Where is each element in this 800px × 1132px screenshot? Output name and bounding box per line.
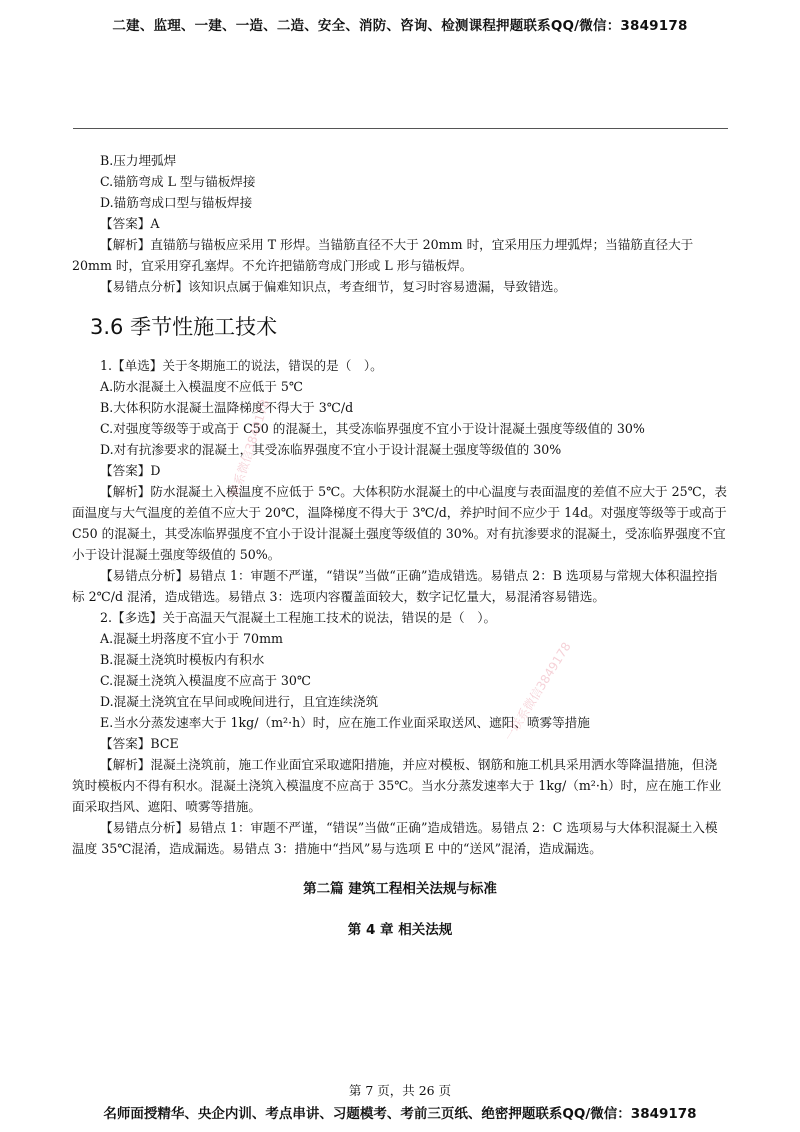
spacer (100, 900, 728, 920)
page-number: 第 7 页，共 26 页 (348, 1083, 452, 1098)
section-title: 3.6 季节性施工技术 (90, 315, 278, 339)
analysis-paragraph: 【解析】直锚筋与锚板应采用 T 形焊。当锚筋直径不大于 20mm 时，宜采用压力埋弧焊；当锚筋直径大于 20mm 时，宜采用穿孔塞焊。不允许把锚筋弯成门形或 L 形与锚板焊。 (72, 237, 694, 273)
page-footer: 名师面授精华、央企内训、考点串讲、习题模考、考前三页纸、绝密押题联系QQ/微信：3849178 (103, 1106, 697, 1122)
question-1-option-b: B.大体积防水混凝土温降梯度不得大于 3℃/d (100, 400, 354, 415)
question-2-stem: 2.【多选】关于高温天气混凝土工程施工技术的说法，错误的是（ ）。 (100, 610, 497, 625)
question-1-option-d: D.对有抗渗要求的混凝土，其受冻临界强度不宜小于设计混凝土强度等级值的 30% (100, 442, 562, 457)
option-c: C.锚筋弯成 L 型与锚板焊接 (100, 174, 256, 189)
part-title: 第二篇 建筑工程相关法规与标准 (303, 881, 497, 897)
option-d: D.锚筋弯成口型与锚板焊接 (100, 195, 253, 210)
answer-line: 【答案】A (100, 216, 160, 231)
error-analysis: 【易错点分析】该知识点属于偏难知识点，考查细节，复习时容易遗漏，导致错选。 (100, 279, 566, 294)
question-2-answer: 【答案】BCE (100, 736, 179, 751)
question-2-option-d: D.混凝土浇筑宜在早间或晚间进行，且宜连续浇筑 (100, 694, 379, 709)
question-1-stem: 1.【单选】关于冬期施工的说法，错误的是（ ）。 (100, 358, 383, 373)
question-1-error-analysis: 【易错点分析】易错点 1：审题不严谨，“错误”当做“正确”造成错选。易错点 2：B 选项易与常规大体积温控指标 2℃/d 混淆，造成错选。易错点 3：选项内容覆盖面较大，数字记忆量大，易混淆容易错选。 (72, 568, 718, 604)
page-header: 二建、监理、一建、一造、二造、安全、消防、咨询、检测课程押题联系QQ/微信：3849178 (112, 18, 688, 34)
question-2-option-b: B.混凝土浇筑时模板内有积水 (100, 652, 265, 667)
watermark: 一联系微信3849178 (223, 397, 273, 510)
question-1-option-c: C.对强度等级等于或高于 C50 的混凝土，其受冻临界强度不宜小于设计混凝土强度等级值的 30% (100, 421, 645, 436)
watermark: 一联系微信3849178 (501, 639, 574, 744)
question-1-option-a: A.防水混凝土入模温度不应低于 5℃ (100, 379, 303, 394)
chapter-title: 第 4 章 相关法规 (347, 922, 453, 938)
question-2-option-a: A.混凝土坍落度不宜小于 70mm (100, 631, 283, 646)
question-2-option-e: E.当水分蒸发速率大于 1kg/（m²·h）时，应在施工作业面采取送风、遮阳、喷雾等措施 (100, 715, 590, 730)
question-2-analysis: 【解析】混凝土浇筑前，施工作业面宜采取遮阳措施，并应对模板、钢筋和施工机具采用洒水等降温措施，但浇筑时模板内不得有积水。混凝土浇筑入模温度不应高于 35℃。当水分蒸发速率大于 1kg/（m²·h）时，应在施工作业面采取挡风、遮阳、喷雾等措施。 (72, 757, 722, 814)
spacer (100, 859, 728, 879)
option-b: B.压力埋弧焊 (100, 153, 177, 168)
question-1-analysis: 【解析】防水混凝土入模温度不应低于 5℃。大体积防水混凝土的中心温度与表面温度的差值不应大于 25℃，表面温度与大气温度的差值不应大于 20℃，温降梯度不得大于 3℃/d，养护时间不应少于 14d。对强度等级等于或高于 C50 的混凝土，其受冻临界强度不宜小于设计混凝土强度等级值的 30%。对有抗渗要求的混凝土，受冻临界强度不宜小于设计混凝土强度等级值的 50%。 (72, 484, 727, 562)
question-2-option-c: C.混凝土浇筑入模温度不应高于 30℃ (100, 673, 312, 688)
page-content (72, 150, 728, 941)
header-rule (73, 128, 728, 129)
question-1-answer: 【答案】D (100, 463, 161, 478)
question-2-error-analysis: 【易错点分析】易错点 1：审题不严谨，“错误”当做“正确”造成错选。易错点 2：C 选项易与大体积混凝土入模温度 35℃混淆，造成漏选。易错点 3：措施中“挡风”易与选项 E 中的“送风”混淆，造成漏选。 (72, 820, 718, 856)
